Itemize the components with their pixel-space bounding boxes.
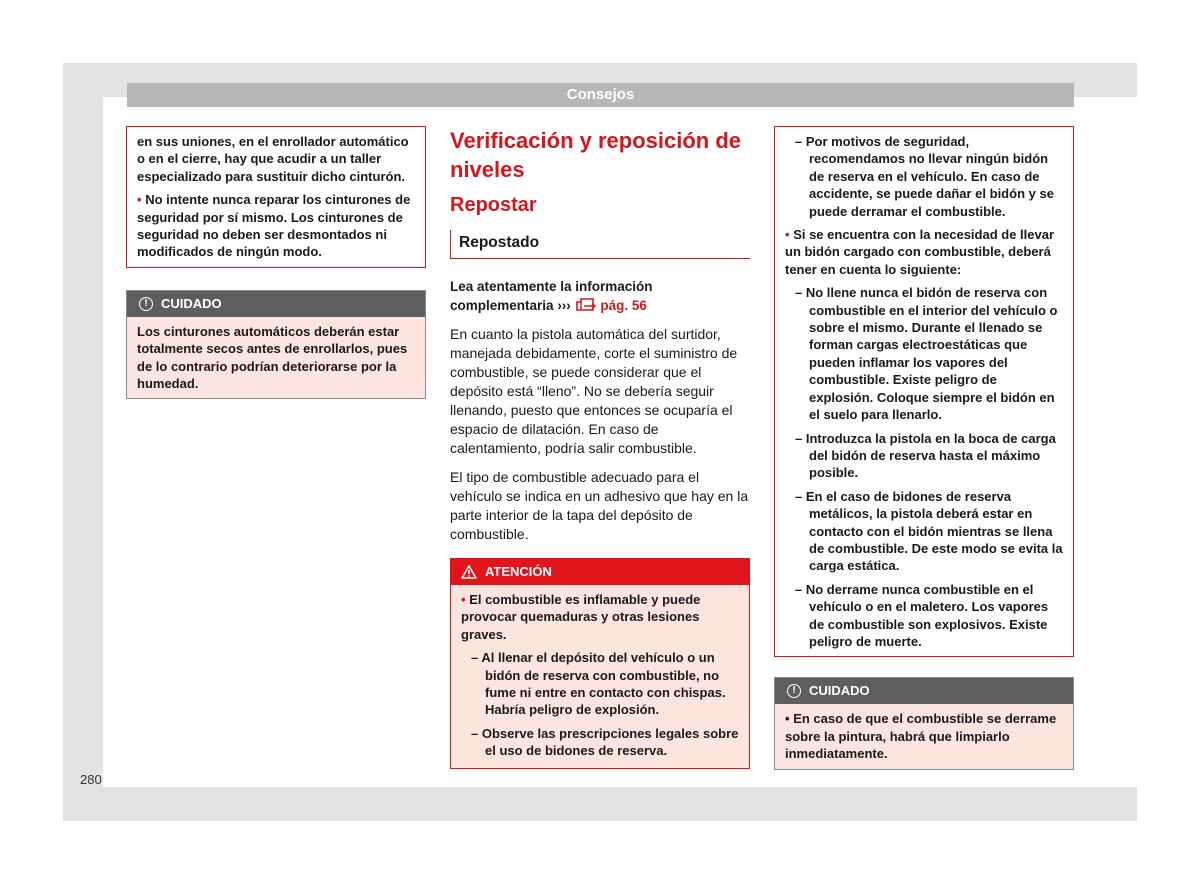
dash-item: – Por motivos de seguridad, recomendamos no llevar ningún bidón de reserva en el vehículo. En caso de accidente, se puede dañar el bidón y se puede derramar el combustible. bbox=[795, 134, 1054, 219]
notice-label: CUIDADO bbox=[809, 683, 870, 699]
warning-text: en sus uniones, en el enrollador automático o en el cierre, hay que acudir a un taller especializado para sustituir dicho cinturón. bbox=[137, 134, 409, 184]
lead-paragraph bbox=[450, 277, 750, 315]
warning-header bbox=[451, 559, 749, 585]
subsection-title: Repostado bbox=[459, 234, 540, 251]
warning-bullet-item bbox=[785, 226, 1064, 278]
dash-item-text: Por motivos de seguridad, recomendamos no llevar ningún bidón de reserva en el vehículo. En caso de accidente, se puede dañar el bidón y se puede derramar el combustible. bbox=[805, 134, 1054, 219]
warning-bullet-item bbox=[137, 191, 416, 261]
notice-label: CUIDADO bbox=[161, 295, 222, 311]
warning-bullet-text: No intente nunca reparar los cinturones de seguridad por sí mismo. Los cinturones de seguridad no deben ser desmontados ni modificados de ningún modo. bbox=[137, 192, 411, 260]
dash-item-text: Introduzca la pistola en la boca de carga del bidón de reserva hasta el máximo posible. bbox=[805, 430, 1056, 481]
dash-item: – Introduzca la pistola en la boca de carga del bidón de reserva hasta el máximo posible. bbox=[795, 430, 1056, 481]
column-middle bbox=[450, 126, 750, 769]
subsection-heading-box bbox=[450, 230, 750, 259]
body-paragraph: En cuanto la pistola automática del surtidor, manejada debidamente, corte el suministro de combustible, se puede considerar que el depósito está “lleno”. No se debería seguir llenando, puesto que entonces se ocuparía el espacio de dilatación. En caso de calentamiento, podría salir combustible. bbox=[450, 326, 738, 456]
page-reference-link[interactable]: pág. 56 bbox=[600, 298, 647, 313]
notice-header bbox=[127, 291, 425, 317]
page-number: 280 bbox=[80, 772, 102, 787]
dash-item: – No llene nunca el bidón de reserva con combustible en el interior del vehículo o sobre el mismo. Durante el llenado se forman cargas electroestáticas que pueden inflamar los vapores del combustible. Existe peligro de explosión. Coloque siempre el bidón en el suelo para llenarlo. bbox=[795, 285, 1058, 423]
body-paragraph: El tipo de combustible adecuado para el vehículo se indica en un adhesivo que hay en la parte interior de la tapa del depósito de combustible. bbox=[450, 469, 749, 542]
warning-triangle-icon bbox=[461, 565, 477, 579]
dash-item-text: No derrame nunca combustible en el vehículo o en el maletero. Los vapores de combustible son explosivos. Existe peligro de muerte. bbox=[805, 581, 1049, 649]
warning-continuation-box bbox=[126, 126, 426, 268]
warning-bullet-item bbox=[461, 591, 740, 643]
dash-item-text: Al llenar el depósito del vehículo o un bidón de reserva con combustible, no fume ni entre en contacto con chispas. Habría peligro de explosión. bbox=[481, 650, 726, 718]
chapter-title: Verificación y reposición de niveles bbox=[450, 128, 741, 182]
bullet-icon: • bbox=[785, 711, 790, 727]
page-ref-icon bbox=[575, 297, 597, 312]
warning-bullet-text: El combustible es inflamable y puede provocar quemaduras y otras lesiones graves. bbox=[461, 592, 701, 642]
warning-bullet-text: Si se encuentra con la necesidad de llevar un bidón cargado con combustible, deberá tener en cuenta lo siguiente: bbox=[785, 227, 1055, 277]
bullet-icon: • bbox=[137, 192, 142, 208]
notice-text: En caso de que el combustible se derrame sobre la pintura, habrá que limpiarlo inmediatamente. bbox=[785, 711, 1057, 762]
notice-body bbox=[775, 704, 1073, 768]
warning-label: ATENCIÓN bbox=[485, 564, 552, 579]
notice-body: Los cinturones automáticos deberán estar totalmente secos antes de enrollarlos, pues de lo contrario podrían deteriorarse por la humedad. bbox=[127, 317, 425, 399]
section-header: Consejos bbox=[127, 83, 1074, 107]
dash-item: – Observe las prescripciones legales sobre el uso de bidones de reserva. bbox=[471, 725, 739, 759]
notice-header bbox=[775, 678, 1073, 704]
dash-item: – No derrame nunca combustible en el vehículo o en el maletero. Los vapores de combustible son explosivos. Existe peligro de muerte. bbox=[795, 581, 1049, 649]
info-circle-icon: ! bbox=[139, 297, 153, 311]
dash-item-text: En el caso de bidones de reserva metálicos, la pistola deberá estar en contacto con el bidón mientras se llena de combustible. De este modo se evita la carga estática. bbox=[805, 488, 1063, 574]
warning-continuation-box bbox=[774, 126, 1074, 657]
cuidado-notice bbox=[126, 290, 426, 400]
atencion-warning-box bbox=[450, 558, 750, 769]
dash-item: – Al llenar el depósito del vehículo o un bidón de reserva con combustible, no fume ni entre en contacto con chispas. Habría peligro de explosión. bbox=[471, 650, 726, 718]
section-title: Repostar bbox=[450, 194, 537, 216]
bullet-icon: • bbox=[461, 592, 466, 607]
warning-body bbox=[451, 585, 749, 768]
dash-item-text: No llene nunca el bidón de reserva con combustible en el interior del vehículo o sobre el mismo. Durante el llenado se forman cargas electroestáticas que pueden inflamar los vapores del combustible. Existe peligro de explosión. Coloque siempre el bidón en el suelo para llenarlo. bbox=[805, 285, 1058, 423]
bullet-icon: • bbox=[785, 227, 790, 243]
lead-arrows: ››› bbox=[557, 298, 571, 313]
lead-text: Lea atentamente la información complementaria bbox=[450, 279, 653, 313]
cuidado-notice bbox=[774, 677, 1074, 769]
column-right bbox=[774, 126, 1074, 770]
dash-item: – En el caso de bidones de reserva metálicos, la pistola deberá estar en contacto con el bidón mientras se llena de combustible. De este modo se evita la carga estática. bbox=[795, 488, 1063, 574]
column-left bbox=[126, 126, 426, 399]
dash-item-text: Observe las prescripciones legales sobre el uso de bidones de reserva. bbox=[481, 725, 739, 759]
info-circle-icon: ! bbox=[787, 684, 801, 698]
